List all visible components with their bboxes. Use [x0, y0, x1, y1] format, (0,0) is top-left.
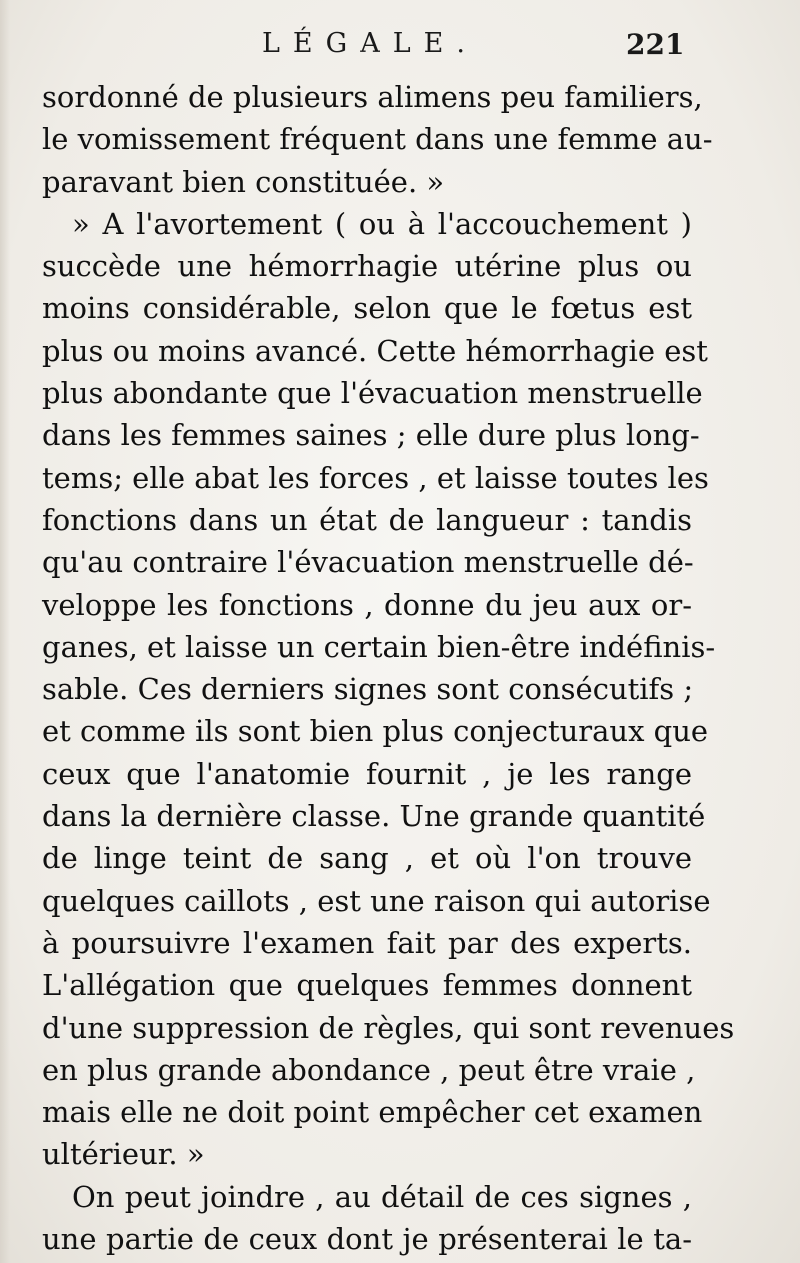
text-line: une partie de ceux dont je présenterai le ta-	[42, 1222, 692, 1257]
running-head: LÉGALE.	[262, 28, 478, 59]
text-line: L'allégation que quelques femmes donnent	[42, 968, 692, 1003]
text-line: » A l'avortement ( ou à l'accouchement )	[72, 206, 692, 241]
text-line: succède une hémorrhagie utérine plus ou	[42, 249, 692, 284]
text-line: en plus grande abondance , peut être vraie ,	[42, 1052, 696, 1087]
body-text	[42, 76, 735, 1260]
text-line: mais elle ne doit point empêcher cet examen	[42, 1095, 703, 1130]
text-line: à poursuivre l'examen fait par des experts.	[42, 925, 692, 960]
text-line: dans la dernière classe. Une grande quantité	[42, 799, 706, 834]
text-line: veloppe les fonctions , donne du jeu aux or-	[42, 587, 692, 622]
text-line: sordonné de plusieurs alimens peu familiers,	[42, 80, 703, 114]
text-line: paravant bien constituée. »	[42, 164, 445, 199]
text-line: et comme ils sont bien plus conjecturaux que	[42, 714, 709, 749]
text-line: fonctions dans un état de langueur : tandis	[42, 502, 692, 537]
text-line: d'une suppression de règles, qui sont revenues	[42, 1010, 735, 1045]
text-line: dans les femmes saines ; elle dure plus long-	[42, 418, 700, 453]
text-line: plus abondante que l'évacuation menstruelle	[42, 376, 703, 411]
page-edge-shadow	[0, 0, 10, 1263]
text-line: ceux que l'anatomie fournit , je les range	[42, 756, 692, 791]
text-line: moins considérable, selon que le fœtus est	[42, 291, 692, 326]
text-line: qu'au contraire l'évacuation menstruelle dé-	[42, 545, 694, 580]
text-line: ganes, et laisse un certain bien-être indéfinis-	[42, 629, 716, 664]
text-line: le vomissement fréquent dans une femme au-	[42, 122, 713, 157]
text-line: On peut joindre , au détail de ces signes ,	[72, 1179, 692, 1214]
page-number: 221	[626, 28, 685, 61]
text-line: sable. Ces derniers signes sont consécutifs ;	[42, 672, 694, 707]
text-line: plus ou moins avancé. Cette hémorrhagie est	[42, 333, 708, 368]
page-header	[0, 28, 800, 68]
text-line: de linge teint de sang , et où l'on trouve	[42, 841, 692, 876]
text-line: ultérieur. »	[42, 1137, 205, 1172]
text-line: quelques caillots , est une raison qui autorise	[42, 883, 711, 918]
text-line: tems; elle abat les forces , et laisse toutes les	[42, 460, 709, 495]
